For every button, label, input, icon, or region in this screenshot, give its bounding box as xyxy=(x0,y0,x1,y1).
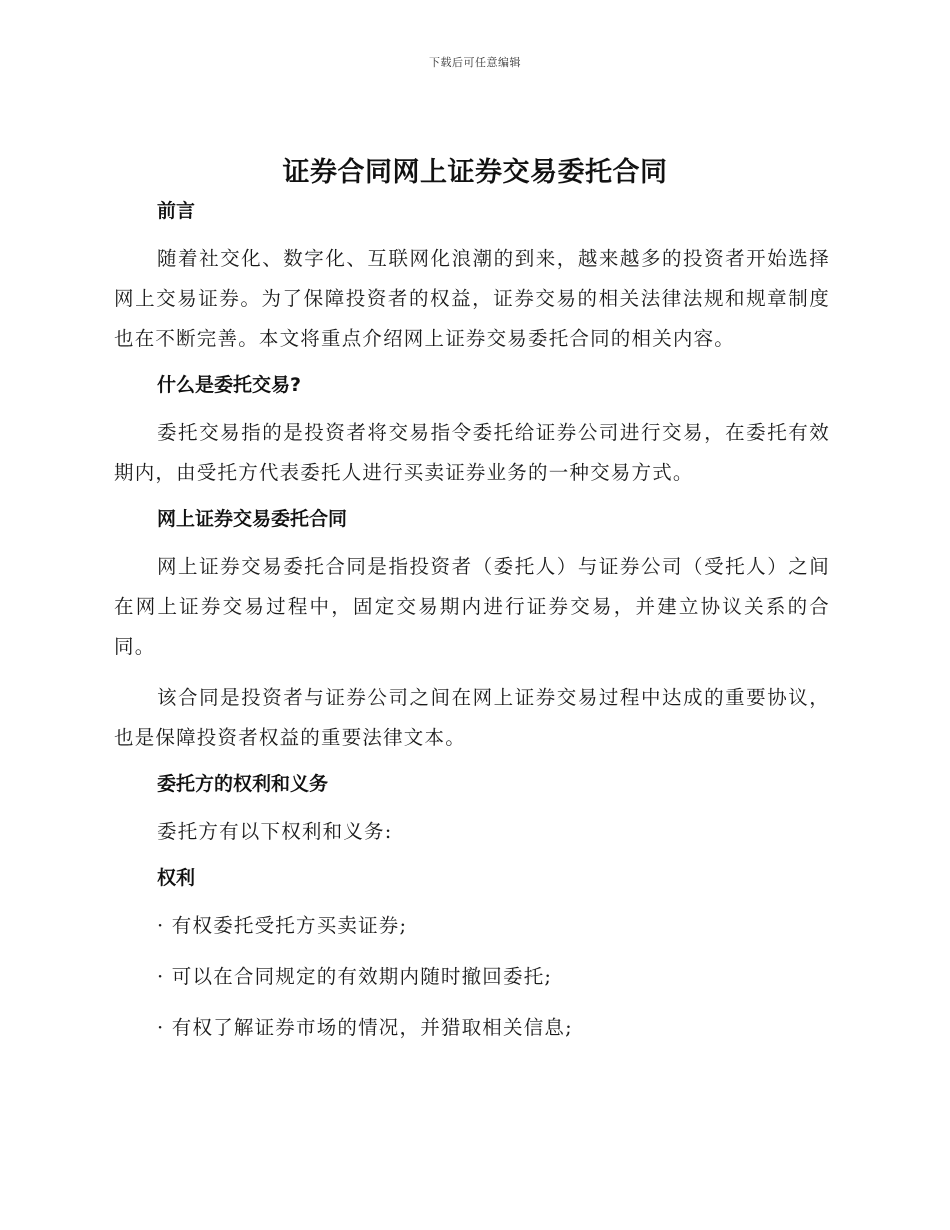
preface-heading: 前言 xyxy=(157,200,196,222)
contract-paragraph-1: 网上证券交易委托合同是指投资者（委托人）与证券公司（受托人）之间在网上证券交易过程中，固定交易期内进行证券交易，并建立协议关系的合同。 xyxy=(114,555,830,658)
rights-item: · 有权了解证券市场的情况，并猎取相关信息; xyxy=(157,1016,573,1039)
document-body xyxy=(114,196,830,1048)
rights-heading: 委托方的权利和义务 xyxy=(157,773,329,795)
contract-heading: 网上证券交易委托合同 xyxy=(157,508,348,530)
header-note: 下载后可任意编辑 xyxy=(429,56,521,69)
what-is-heading: 什么是委托交易? xyxy=(157,374,302,396)
rights-sub-heading: 权利 xyxy=(157,867,196,889)
document-title: 证券合同网上证券交易委托合同 xyxy=(282,157,668,188)
rights-item: · 有权委托受托方买卖证券; xyxy=(157,914,408,937)
rights-intro: 委托方有以下权利和义务: xyxy=(157,820,393,843)
preface-paragraph: 随着社交化、数字化、互联网化浪潮的到来，越来越多的投资者开始选择网上交易证券。为了保障投资者的权益，证券交易的相关法律法规和规章制度也在不断完善。本文将重点介绍网上证券交易委托合同的相关内容。 xyxy=(114,247,830,350)
contract-paragraph-2: 该合同是投资者与证券公司之间在网上证券交易过程中达成的重要协议，也是保障投资者权益的重要法律文本。 xyxy=(114,686,830,749)
rights-item: · 可以在合同规定的有效期内随时撤回委托; xyxy=(157,965,553,988)
what-is-paragraph: 委托交易指的是投资者将交易指令委托给证券公司进行交易，在委托有效期内，由受托方代表委托人进行买卖证券业务的一种交易方式。 xyxy=(114,421,830,484)
